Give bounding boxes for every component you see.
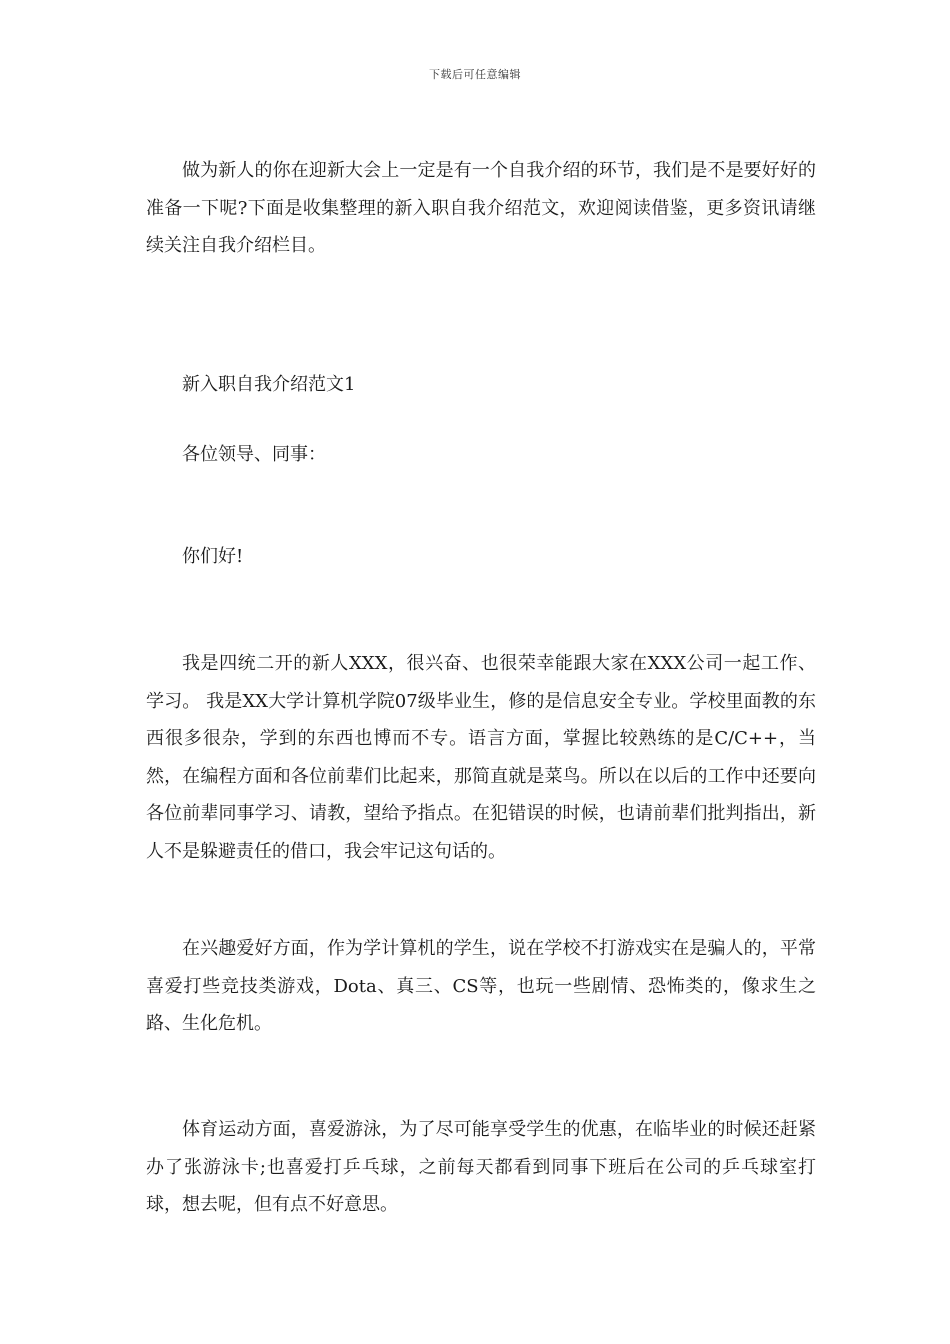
greeting: 你们好! (182, 546, 244, 567)
hobbies-paragraph: 在兴趣爱好方面，作为学计算机的学生，说在学校不打游戏实在是骗人的，平常喜爱打些竞技类游戏，Dota、真三、CS等，也玩一些剧情、恐怖类的，像求生之路、生化危机。 (146, 938, 816, 1034)
sports-paragraph: 体育运动方面，喜爱游泳，为了尽可能享受学生的优惠，在临毕业的时候还赶紧办了张游泳卡;也喜爱打乒乓球，之前每天都看到同事下班后在公司的乒乓球室打球，想去呢，但有点不好意思。 (146, 1119, 816, 1215)
salutation: 各位领导、同事： (182, 444, 326, 465)
page-header: 下载后可任意编辑 (429, 68, 521, 81)
self-introduction-paragraph: 我是四统二开的新人XXX，很兴奋、也很荣幸能跟大家在XXX公司一起工作、学习。 我是XX大学计算机学院07级毕业生，修的是信息安全专业。学校里面教的东西很多很杂，学到的东西也博而不专。语言方面，掌握比较熟练的是C/C++，当然，在编程方面和各位前辈们比起来，那简直就是菜鸟。所以在以后的工作中还要向各位前辈同事学习、请教，望给予指点。在犯错误的时候，也请前辈们批判指出，新人不是躲避责任的借口，我会牢记这句话的。 (146, 653, 816, 862)
intro-paragraph: 做为新人的你在迎新大会上一定是有一个自我介绍的环节，我们是不是要好好的准备一下呢?下面是收集整理的新入职自我介绍范文，欢迎阅读借鉴，更多资讯请继续关注自我介绍栏目。 (146, 160, 816, 256)
section-title: 新入职自我介绍范文1 (182, 374, 356, 395)
